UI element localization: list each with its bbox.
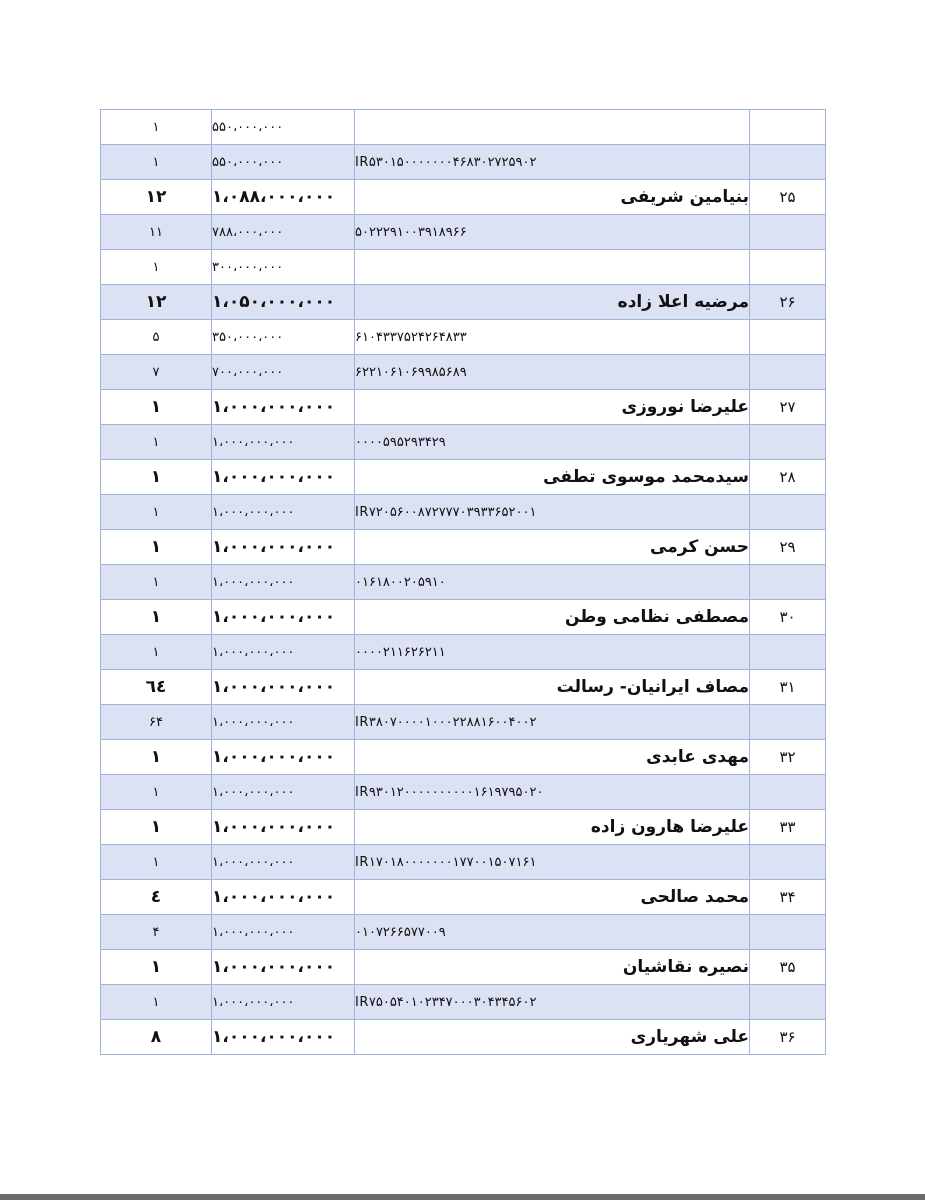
count-cell: ۱ [101,250,212,285]
row-number-cell [750,355,826,390]
table-row [101,705,826,740]
count-cell: ۵ [101,320,212,355]
table-row [101,495,826,530]
amount-cell: ۱،۰۰۰،۰۰۰،۰۰۰ [212,775,355,810]
amount-cell: ۱،۰۰۰،۰۰۰،۰۰۰ [212,425,355,460]
table-row [101,215,826,250]
amount-cell: ۳۰۰،۰۰۰،۰۰۰ [212,250,355,285]
records-table-body [101,110,826,1055]
row-number-cell: ۳۰ [750,600,826,635]
count-cell: ٤ [101,880,212,915]
amount-cell: ۱،۰۰۰،۰۰۰،۰۰۰ [212,530,355,565]
row-number-cell [750,110,826,145]
row-number-cell [750,635,826,670]
row-number-cell: ۲۵ [750,180,826,215]
table-row [101,1020,826,1055]
table-row [101,810,826,845]
amount-cell: ۱،۰۵۰،۰۰۰،۰۰۰ [212,285,355,320]
count-cell: ۱ [101,530,212,565]
count-cell: ۱ [101,565,212,600]
count-cell: ۱ [101,110,212,145]
account-cell: IR۱۷۰۱۸۰۰۰۰۰۰۰۱۷۷۰۰۱۵۰۷۱۶۱ [355,845,750,880]
account-cell: ۰۰۰۰۲۱۱۶۲۶۲۱۱ [355,635,750,670]
name-cell: نصیره نقاشیان [355,950,750,985]
name-cell: حسن کرمی [355,530,750,565]
amount-cell: ۱،۰۰۰،۰۰۰،۰۰۰ [212,390,355,425]
count-cell: ۱ [101,740,212,775]
row-number-cell: ۲۶ [750,285,826,320]
amount-cell: ۱،۰۰۰،۰۰۰،۰۰۰ [212,495,355,530]
amount-cell: ۱،۰۰۰،۰۰۰،۰۰۰ [212,460,355,495]
table-row [101,250,826,285]
table-row [101,635,826,670]
table-row [101,460,826,495]
name-cell: بنیامین شریفی [355,180,750,215]
count-cell: ۱ [101,425,212,460]
name-cell: مصطفی نظامی وطن [355,600,750,635]
row-number-cell [750,985,826,1020]
count-cell: ۱ [101,810,212,845]
account-cell: IR۵۳۰۱۵۰۰۰۰۰۰۰۴۶۸۳۰۲۷۲۵۹۰۲ [355,145,750,180]
amount-cell: ۱،۰۰۰،۰۰۰،۰۰۰ [212,635,355,670]
table-row [101,740,826,775]
table-row [101,985,826,1020]
table-row [101,355,826,390]
name-cell: علیرضا نوروزی [355,390,750,425]
count-cell: ۱ [101,390,212,425]
account-cell: ۰۱۶۱۸۰۰۲۰۵۹۱۰ [355,565,750,600]
page-bottom-edge [0,1194,925,1200]
row-number-cell: ۳۶ [750,1020,826,1055]
account-cell: ۰۱۰۷۲۶۶۵۷۷۰۰۹ [355,915,750,950]
amount-cell: ۱،۰۰۰،۰۰۰،۰۰۰ [212,950,355,985]
row-number-cell: ۳۵ [750,950,826,985]
account-cell: IR۹۳۰۱۲۰۰۰۰۰۰۰۰۰۰۱۶۱۹۷۹۵۰۲۰ [355,775,750,810]
amount-cell: ۷۰۰،۰۰۰،۰۰۰ [212,355,355,390]
count-cell: ۶۴ [101,705,212,740]
row-number-cell [750,495,826,530]
count-cell: ۱۲ [101,180,212,215]
count-cell: ۱ [101,600,212,635]
count-cell: ۱ [101,775,212,810]
row-number-cell: ۲۸ [750,460,826,495]
account-cell [355,250,750,285]
row-number-cell [750,425,826,460]
count-cell: ۱ [101,985,212,1020]
name-cell: علیرضا هارون زاده [355,810,750,845]
count-cell: ۸ [101,1020,212,1055]
records-table [100,109,826,1055]
count-cell: ۱ [101,950,212,985]
table-row [101,110,826,145]
table-row [101,320,826,355]
amount-cell: ۱،۰۰۰،۰۰۰،۰۰۰ [212,810,355,845]
count-cell: ۴ [101,915,212,950]
account-cell [355,110,750,145]
table-row [101,670,826,705]
amount-cell: ۱،۰۰۰،۰۰۰،۰۰۰ [212,565,355,600]
count-cell: ۱۲ [101,285,212,320]
account-cell: ۶۱۰۴۳۳۷۵۲۴۲۶۴۸۳۳ [355,320,750,355]
table-row [101,180,826,215]
table-row [101,915,826,950]
table-row [101,950,826,985]
name-cell: مرضیه اعلا زاده [355,285,750,320]
count-cell: ٦٤ [101,670,212,705]
row-number-cell [750,145,826,180]
row-number-cell [750,565,826,600]
count-cell: ۱ [101,845,212,880]
row-number-cell: ۳۱ [750,670,826,705]
table-row [101,600,826,635]
table-row [101,530,826,565]
row-number-cell: ۲۷ [750,390,826,425]
name-cell: علی شهریاری [355,1020,750,1055]
row-number-cell [750,915,826,950]
amount-cell: ۵۵۰،۰۰۰،۰۰۰ [212,110,355,145]
amount-cell: ۱،۰۰۰،۰۰۰،۰۰۰ [212,705,355,740]
amount-cell: ۱،۰۸۸،۰۰۰،۰۰۰ [212,180,355,215]
table-row [101,425,826,460]
table-row [101,285,826,320]
row-number-cell [750,215,826,250]
amount-cell: ۳۵۰،۰۰۰،۰۰۰ [212,320,355,355]
row-number-cell [750,250,826,285]
name-cell: مهدی عابدی [355,740,750,775]
name-cell: سیدمحمد موسوی تطفی [355,460,750,495]
row-number-cell [750,845,826,880]
count-cell: ۱ [101,495,212,530]
count-cell: ۱ [101,635,212,670]
amount-cell: ۱،۰۰۰،۰۰۰،۰۰۰ [212,600,355,635]
account-cell: IR۳۸۰۷۰۰۰۰۱۰۰۰۲۲۸۸۱۶۰۰۴۰۰۲ [355,705,750,740]
amount-cell: ۱،۰۰۰،۰۰۰،۰۰۰ [212,845,355,880]
count-cell: ۱ [101,145,212,180]
amount-cell: ۱،۰۰۰،۰۰۰،۰۰۰ [212,985,355,1020]
amount-cell: ۱،۰۰۰،۰۰۰،۰۰۰ [212,1020,355,1055]
count-cell: ۷ [101,355,212,390]
row-number-cell [750,705,826,740]
amount-cell: ۱،۰۰۰،۰۰۰،۰۰۰ [212,670,355,705]
amount-cell: ۵۵۰،۰۰۰،۰۰۰ [212,145,355,180]
table-row [101,845,826,880]
amount-cell: ۱،۰۰۰،۰۰۰،۰۰۰ [212,880,355,915]
row-number-cell: ۳۲ [750,740,826,775]
name-cell: محمد صالحی [355,880,750,915]
table-row [101,145,826,180]
table-row [101,390,826,425]
table-row [101,775,826,810]
amount-cell: ۷۸۸،۰۰۰،۰۰۰ [212,215,355,250]
row-number-cell [750,775,826,810]
row-number-cell: ۳۴ [750,880,826,915]
amount-cell: ۱،۰۰۰،۰۰۰،۰۰۰ [212,915,355,950]
amount-cell: ۱،۰۰۰،۰۰۰،۰۰۰ [212,740,355,775]
account-cell: ۶۲۲۱۰۶۱۰۶۹۹۸۵۶۸۹ [355,355,750,390]
row-number-cell: ۲۹ [750,530,826,565]
table-row [101,880,826,915]
table-row [101,565,826,600]
account-cell: ۰۰۰۰۵۹۵۲۹۳۴۲۹ [355,425,750,460]
account-cell: IR۷۵۰۵۴۰۱۰۲۳۴۷۰۰۰۳۰۴۳۴۵۶۰۲ [355,985,750,1020]
count-cell: ۱ [101,460,212,495]
account-cell: IR۷۲۰۵۶۰۰۸۷۲۷۷۷۰۳۹۳۳۶۵۲۰۰۱ [355,495,750,530]
row-number-cell [750,320,826,355]
count-cell: ۱۱ [101,215,212,250]
row-number-cell: ۳۳ [750,810,826,845]
name-cell: مصاف ایرانیان- رسالت [355,670,750,705]
account-cell: ۵۰۲۲۲۹۱۰۰۳۹۱۸۹۶۶ [355,215,750,250]
